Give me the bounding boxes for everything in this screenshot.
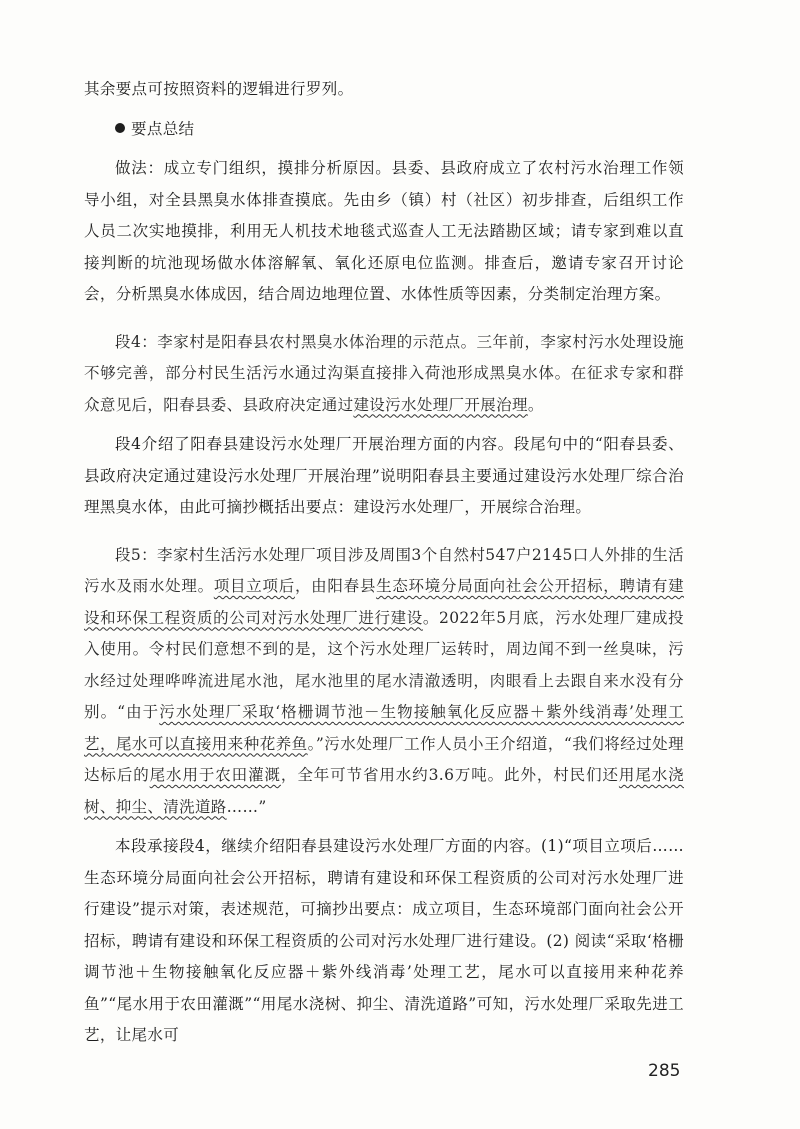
page-number: 285 [648, 1061, 681, 1081]
para5-s4: 。”污水处理厂工作人员小王介绍道，“我们将经过处理达标后的 [84, 734, 684, 784]
source-paragraph-5 [84, 540, 684, 824]
method-paragraph: 做法：成立专门组织，摸排分析原因。县委、县政府成立了农村污水治理工作领导小组，对全县黑臭水体排查摸底。先由乡（镇）村（社区）初步排查，后组织工作人员二次实地摸排，利用无人机技术地毯式巡查人工无法踏勘区域；请专家到难以直接判断的坑池现场做水体溶解氧、氧化还原电位监测。排查后，邀请专家召开讨论会，分析黑臭水体成因，结合周边地理位置、水体性质等因素，分类制定治理方案。 [84, 159, 684, 303]
para5-s1: 段5：李家村生活污水处理厂项目涉及周围3个自然村547户2145口人外排的生活污水及雨水处理。 [84, 545, 684, 595]
para5-s5: ，全年可节省用水约3.6万吨。此外，村民们还 [280, 766, 619, 784]
source-paragraph-4 [84, 327, 684, 422]
para4-text: 段4：李家村是阳春县农村黑臭水体治理的示范点。三年前，李家村污水处理设施不够完善，部分村民生活污水通过沟渠直接排入荷池形成黑臭水体。在征求专家和群众意见后，阳春县委、县政府决定通过 [84, 332, 684, 414]
para5-u3: 污水处理厂采取‘格栅调节池－生物接触氧化反应器＋紫外线消毒’处理工艺，尾水可以直接用来种花养鱼 [84, 703, 684, 753]
para5-s6: ……” [226, 797, 267, 816]
para5-u2: 生态环境分局面向社会公开招标，聘请有建设和环保工程资质的公司对污水处理厂进行建设 [84, 577, 684, 627]
intro-line: 其余要点可按照资料的逻辑进行罗列。 [84, 80, 354, 98]
para5-s2: ，由阳春县 [294, 577, 377, 595]
summary-heading [84, 114, 684, 146]
page-body [84, 74, 684, 1052]
para4-underlined: 建设污水处理厂开展治理 [353, 395, 528, 414]
para4-end: 。 [527, 395, 544, 414]
para5-u4: 尾水用于农田灌溉 [149, 766, 281, 784]
analysis-paragraph-5: 本段承接段4，继续介绍阳春县建设污水处理厂方面的内容。(1)“项目立项后……生态环境分局面向社会公开招标，聘请有建设和环保工程资质的公司对污水处理厂进行建设”提示对策，表述规范，可摘抄出要点：成立项目，生态环境部门面向社会公开招标，聘请有建设和环保工程资质的公司对污水处理厂进行建设。(2) 阅读“采取‘格栅调节池＋生物接触氧化反应器＋紫外线消毒’处理工艺，尾水可以直接用来种花养鱼”“尾水用于农田灌溉”“用尾水浇树、抑尘、清洗道路”可知，污水处理厂采取先进工艺，让尾水可 [84, 837, 684, 1044]
para5-u5: 用尾水浇树、抑尘、清洗道路 [84, 766, 684, 816]
para5-s3: 。2022年5月底，污水处理厂建成投入使用。令村民们意想不到的是，这个污水处理厂运转时，周边闻不到一丝臭味，污水经过处理哗哗流进尾水池，尾水池里的尾水清澈透明，肉眼看上去跟自来水没有分别。“由于 [84, 608, 684, 721]
para5-u1: 项目立项后 [213, 577, 295, 595]
bullet-icon [115, 123, 125, 133]
summary-heading-text: 要点总结 [131, 119, 195, 138]
analysis-paragraph-4: 段4介绍了阳春县建设污水处理厂开展治理方面的内容。段尾句中的“阳春县委、县政府决定通过建设污水处理厂开展治理”说明阳春县主要通过建设污水处理厂综合治理黑臭水体，由此可摘抄概括出要点：建设污水处理厂，开展综合治理。 [84, 435, 684, 516]
